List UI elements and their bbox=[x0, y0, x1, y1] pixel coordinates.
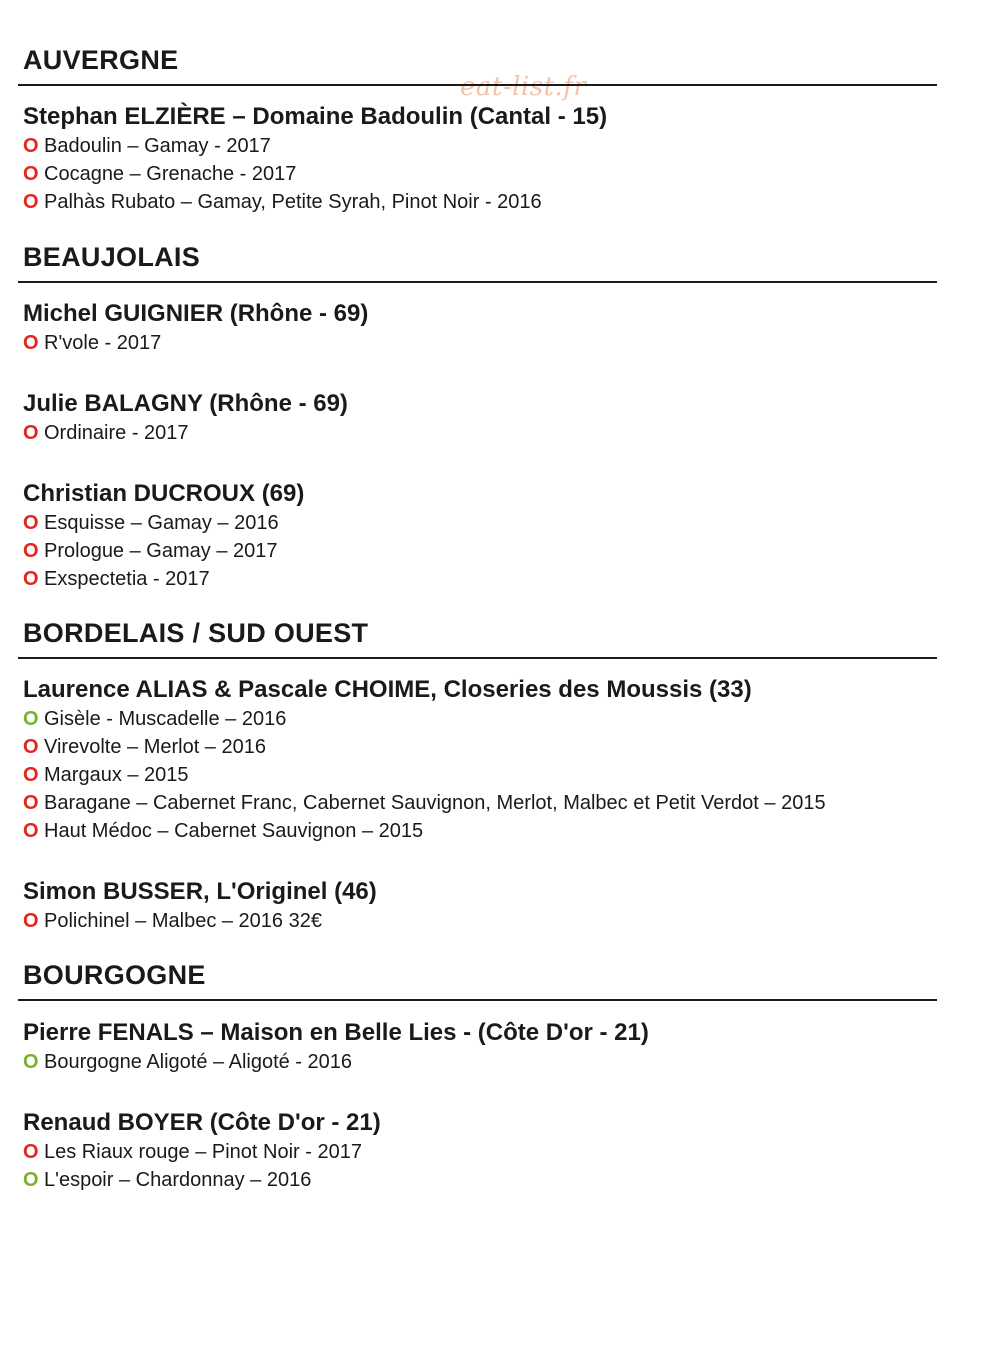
wine-label: Bourgogne Aligoté – Aligoté - 2016 bbox=[44, 1051, 353, 1073]
region-divider bbox=[18, 84, 937, 86]
region-divider bbox=[18, 281, 937, 283]
wine-label: L'espoir – Chardonnay – 2016 bbox=[44, 1169, 312, 1191]
red-wine-marker: O bbox=[23, 422, 39, 444]
wine-label: Polichinel – Malbec – 2016 32€ bbox=[44, 910, 322, 932]
wine-label: Les Riaux rouge – Pinot Noir - 2017 bbox=[44, 1141, 362, 1163]
wine-label: Gisèle - Muscadelle – 2016 bbox=[44, 708, 287, 730]
wine-item bbox=[23, 1138, 953, 1166]
red-wine-marker: O bbox=[23, 764, 39, 786]
wine-list bbox=[23, 329, 953, 357]
red-wine-marker: O bbox=[23, 512, 39, 534]
region-header-beaujolais bbox=[18, 240, 938, 283]
wine-list bbox=[23, 705, 953, 845]
wine-item bbox=[23, 509, 953, 537]
producer-name: Pierre FENALS – Maison en Belle Lies - (Côte D'or - 21) bbox=[23, 1019, 649, 1046]
region-divider bbox=[18, 657, 937, 659]
wine-item bbox=[23, 188, 953, 216]
wine-label: Haut Médoc – Cabernet Sauvignon – 2015 bbox=[44, 820, 424, 842]
wine-label: Ordinaire - 2017 bbox=[44, 422, 189, 444]
producer-name: Julie BALAGNY (Rhône - 69) bbox=[23, 390, 348, 417]
wine-item bbox=[23, 160, 953, 188]
producer-name: Christian DUCROUX (69) bbox=[23, 480, 305, 507]
watermark: eat-list.fr bbox=[460, 72, 587, 102]
wine-item bbox=[23, 733, 953, 761]
red-wine-marker: O bbox=[23, 792, 39, 814]
wine-item bbox=[23, 789, 953, 817]
red-wine-marker: O bbox=[23, 163, 39, 185]
producer-ducroux bbox=[23, 479, 953, 593]
producer-balagny bbox=[23, 389, 953, 447]
wine-label: Virevolte – Merlot – 2016 bbox=[44, 736, 266, 758]
wine-label: Badoulin – Gamay - 2017 bbox=[44, 135, 271, 157]
red-wine-marker: O bbox=[23, 540, 39, 562]
wine-label: Margaux – 2015 bbox=[44, 764, 189, 786]
white-wine-marker: O bbox=[23, 1051, 39, 1073]
wine-item bbox=[23, 761, 953, 789]
wine-item bbox=[23, 817, 953, 845]
red-wine-marker: O bbox=[23, 910, 39, 932]
wine-item bbox=[23, 132, 953, 160]
region-header-bourgogne bbox=[18, 958, 938, 1001]
red-wine-marker: O bbox=[23, 332, 39, 354]
wine-list bbox=[23, 1048, 953, 1076]
wine-item bbox=[23, 329, 953, 357]
wine-label: Palhàs Rubato – Gamay, Petite Syrah, Pinot Noir - 2016 bbox=[44, 191, 542, 213]
producer-guignier bbox=[23, 299, 953, 357]
producer-name: Laurence ALIAS & Pascale CHOIME, Closeries des Moussis (33) bbox=[23, 676, 752, 703]
white-wine-marker: O bbox=[23, 1169, 39, 1191]
wine-item bbox=[23, 537, 953, 565]
region-title: AUVERGNE bbox=[23, 45, 179, 75]
wine-item bbox=[23, 565, 953, 593]
wine-label: Baragane – Cabernet Franc, Cabernet Sauvignon, Merlot, Malbec et Petit Verdot – 2015 bbox=[44, 792, 826, 814]
wine-list bbox=[23, 419, 953, 447]
red-wine-marker: O bbox=[23, 820, 39, 842]
wine-list bbox=[23, 132, 953, 216]
wine-list bbox=[23, 509, 953, 593]
wine-label: Prologue – Gamay – 2017 bbox=[44, 540, 278, 562]
producer-elziere bbox=[23, 102, 953, 216]
wine-item bbox=[23, 705, 953, 733]
producer-name: Renaud BOYER (Côte D'or - 21) bbox=[23, 1109, 381, 1136]
producer-name: Stephan ELZIÈRE – Domaine Badoulin (Cantal - 15) bbox=[23, 103, 608, 130]
producer-name: Michel GUIGNIER (Rhône - 69) bbox=[23, 300, 369, 327]
wine-label: Esquisse – Gamay – 2016 bbox=[44, 512, 279, 534]
red-wine-marker: O bbox=[23, 1141, 39, 1163]
wine-list bbox=[23, 1138, 953, 1194]
red-wine-marker: O bbox=[23, 736, 39, 758]
region-title: BORDELAIS / SUD OUEST bbox=[23, 618, 369, 648]
wine-list bbox=[23, 907, 953, 935]
producer-busser bbox=[23, 877, 953, 935]
wine-label: R'vole - 2017 bbox=[44, 332, 162, 354]
white-wine-marker: O bbox=[23, 708, 39, 730]
wine-item bbox=[23, 419, 953, 447]
producer-alias-choime bbox=[23, 675, 953, 845]
wine-label: Exspectetia - 2017 bbox=[44, 568, 210, 590]
region-header-bordelais bbox=[18, 616, 938, 659]
region-header-auvergne bbox=[18, 43, 938, 86]
wine-item bbox=[23, 907, 953, 935]
producer-boyer bbox=[23, 1108, 953, 1194]
red-wine-marker: O bbox=[23, 568, 39, 590]
region-title: BOURGOGNE bbox=[23, 960, 206, 990]
red-wine-marker: O bbox=[23, 191, 39, 213]
wine-item bbox=[23, 1048, 953, 1076]
wine-label: Cocagne – Grenache - 2017 bbox=[44, 163, 297, 185]
producer-name: Simon BUSSER, L'Originel (46) bbox=[23, 878, 377, 905]
red-wine-marker: O bbox=[23, 135, 39, 157]
producer-fenals bbox=[23, 1018, 953, 1076]
wine-item bbox=[23, 1166, 953, 1194]
region-divider bbox=[18, 999, 937, 1001]
region-title: BEAUJOLAIS bbox=[23, 242, 201, 272]
